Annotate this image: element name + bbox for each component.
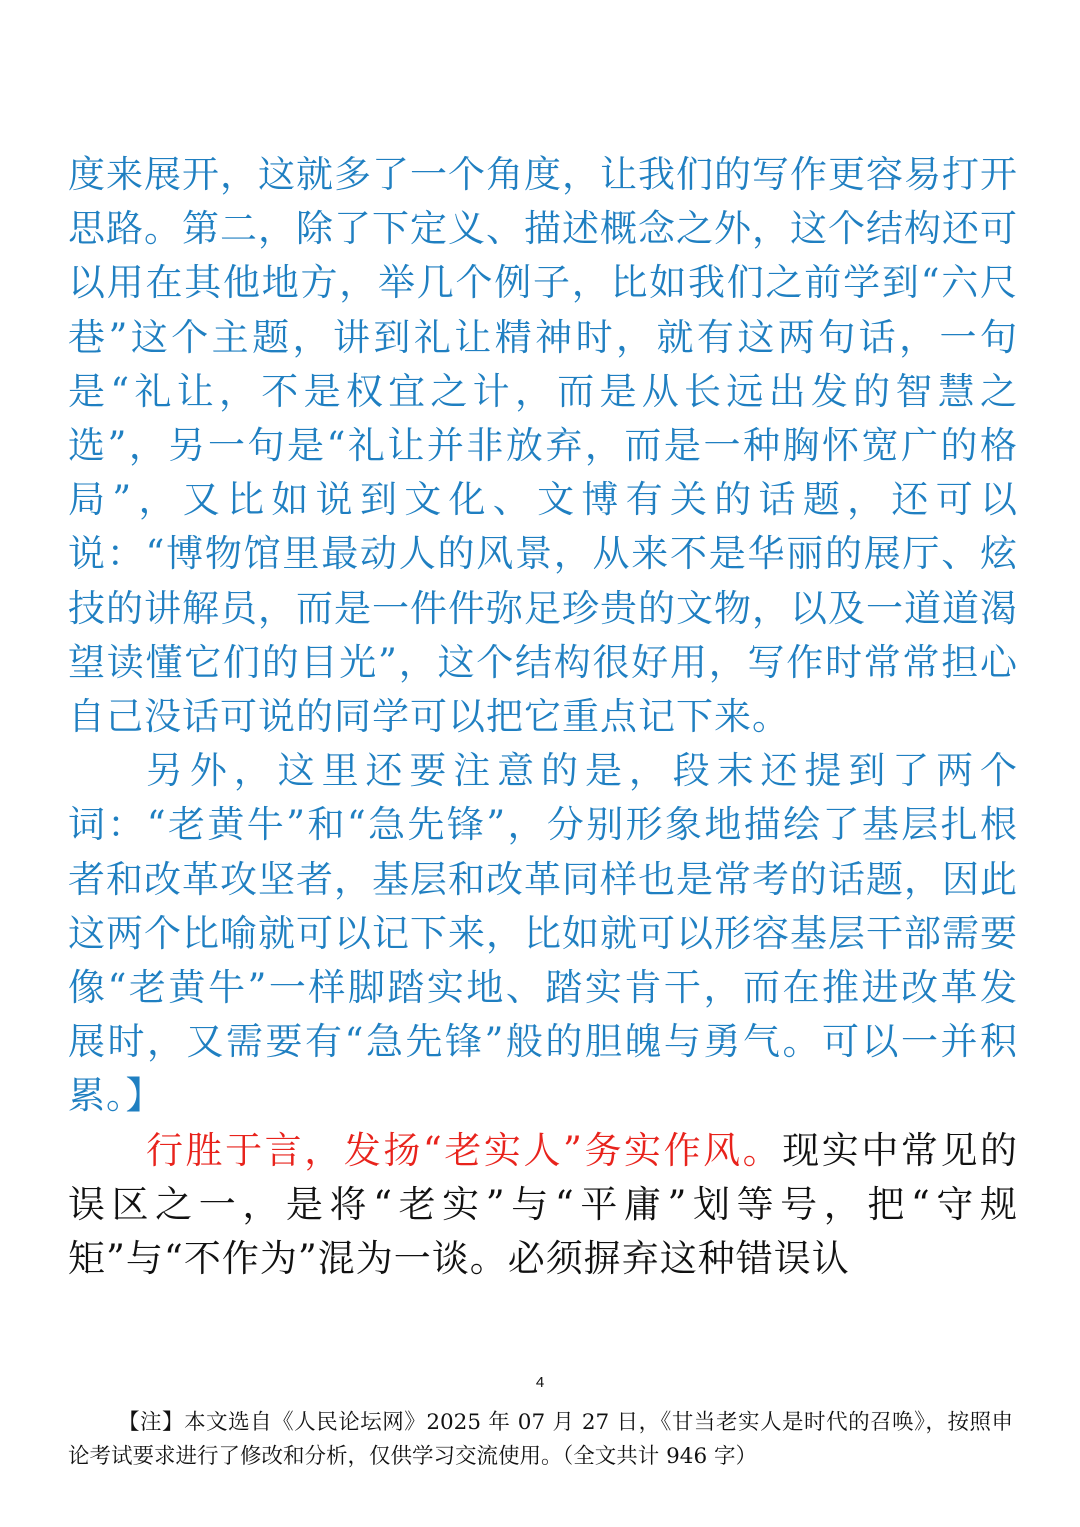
article-paragraph [68, 1124, 1018, 1287]
page-number: 4 [535, 1374, 545, 1391]
footnote-text: 【注】本文选自《人民论坛网》2025 年 07 月 27 日，《甘当老实人是时代的召唤》，按照申论考试要求进行了修改和分析，仅供学习交流使用。（全文共计 946 字） [68, 1410, 1013, 1469]
article-paragraph-text: 现实中常见的误区之一，是将“老实”与“平庸”划等号，把“守规矩”与“不作为”混为一谈。必须摒弃这种错误认 [68, 1128, 1018, 1281]
document-body [68, 148, 1018, 1286]
commentary-paragraph-1: 度来展开，这就多了一个角度，让我们的写作更容易打开思路。第二，除了下定义、描述概念之外，这个结构还可以用在其他地方，举几个例子，比如我们之前学到“六尺巷”这个主题，讲到礼让精神时，就有这两句话，一句是“礼让，不是权宜之计，而是从长远出发的智慧之选”，另一句是“礼让并非放弃，而是一种胸怀宽广的格局”，又比如说到文化、文博有关的话题，还可以说：“博物馆里最动人的风景，从来不是华丽的展厅、炫技的讲解员，而是一件件弥足珍贵的文物，以及一道道渴望读懂它们的目光”，这个结构很好用，写作时常常担心自己没话可说的同学可以把它重点记下来。 [68, 153, 1018, 739]
commentary-paragraph-2: 另外，这里还要注意的是，段末还提到了两个词：“老黄牛”和“急先锋”，分别形象地描绘了基层扎根者和改革攻坚者，基层和改革同样也是常考的话题，因此这两个比喻就可以记下来，比如就可以形容基层干部需要像“老黄牛”一样脚踏实地、踏实肯干，而在推进改革发展时，又需要有“急先锋”般的胆魄与勇气。可以一并积累。】 [68, 749, 1018, 1118]
section-heading: 行胜于言，发扬“老实人”务实作风。 [146, 1128, 783, 1172]
footnote [68, 1406, 1013, 1474]
